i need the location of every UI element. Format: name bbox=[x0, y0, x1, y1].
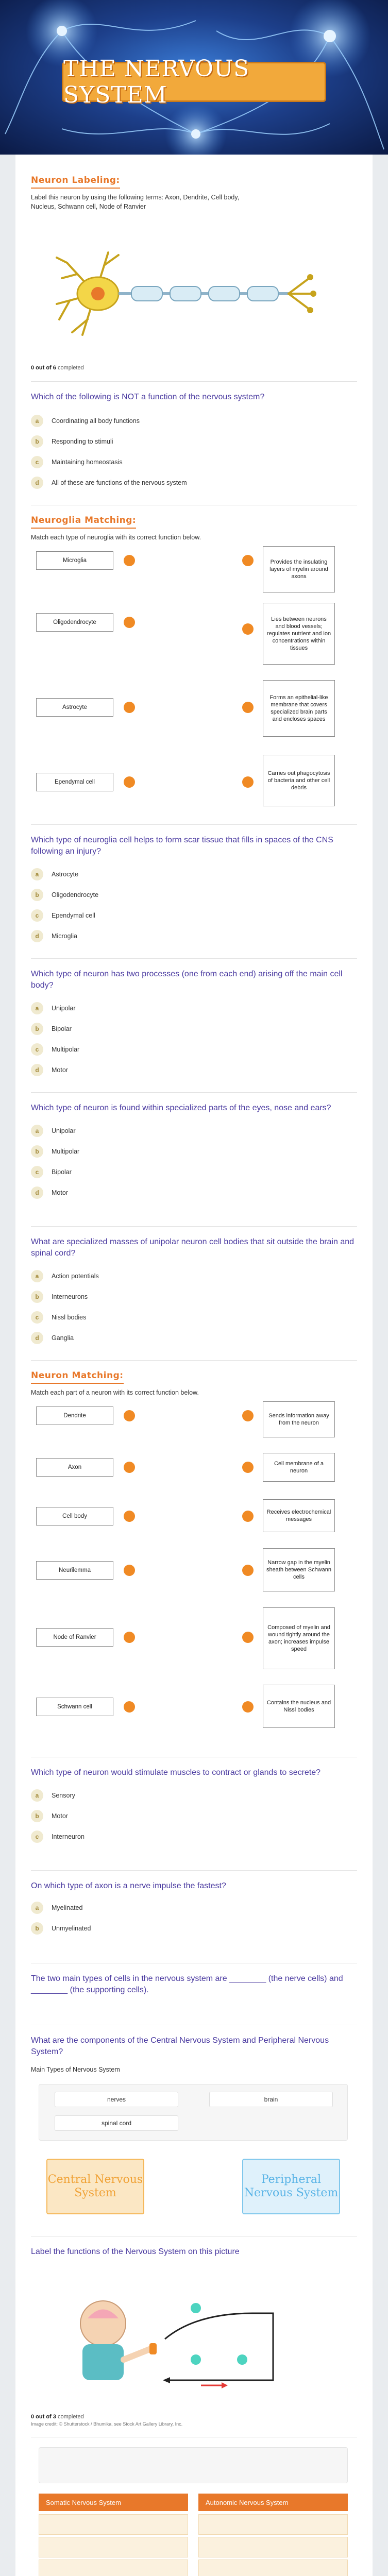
section-instructions: Main Types of Nervous System bbox=[31, 2066, 120, 2073]
option-letter: d bbox=[31, 1064, 43, 1076]
sort-chip-tray bbox=[39, 2447, 348, 2483]
worksheet-sheet bbox=[15, 155, 373, 2576]
option-text: Ganglia bbox=[52, 1334, 74, 1342]
neuron-matching-area bbox=[31, 1401, 357, 1793]
question-7 bbox=[31, 1880, 357, 1937]
option-text: Action potentials bbox=[52, 1273, 99, 1280]
match-right-dot[interactable] bbox=[242, 1511, 254, 1522]
match-description[interactable]: Forms an epithelial-like membrane that covers specialized brain parts and encloses spaces bbox=[263, 680, 335, 737]
match-description[interactable]: Carries out phagocytosis of bacteria and other cell debris bbox=[263, 755, 335, 806]
answer-option-d[interactable] bbox=[31, 1061, 357, 1079]
question-3 bbox=[31, 969, 357, 1079]
match-item-axon[interactable]: Axon bbox=[36, 1458, 113, 1477]
match-left-dot[interactable] bbox=[124, 776, 135, 788]
option-text: Oligodendrocyte bbox=[52, 891, 99, 899]
section-title: Neuron Matching: bbox=[31, 1370, 124, 1384]
sort-slot[interactable] bbox=[198, 2537, 348, 2557]
completed-count: 0 out of 6 bbox=[31, 365, 56, 371]
divider bbox=[31, 1870, 357, 1871]
match-item-dendrite[interactable]: Dendrite bbox=[36, 1406, 113, 1425]
divider bbox=[31, 958, 357, 959]
match-description[interactable]: Provides the insulating layers of myelin around axons bbox=[263, 546, 335, 592]
match-left-dot[interactable] bbox=[124, 1511, 135, 1522]
answer-option-c[interactable] bbox=[31, 1828, 357, 1845]
option-letter: b bbox=[31, 1023, 43, 1035]
match-description[interactable]: Narrow gap in the myelin sheath between Schwann cells bbox=[263, 1548, 335, 1591]
answer-option-b[interactable] bbox=[31, 1020, 357, 1038]
divider bbox=[31, 824, 357, 825]
option-text: Unmyelinated bbox=[52, 1925, 91, 1932]
option-letter: d bbox=[31, 930, 43, 942]
match-right-dot[interactable] bbox=[242, 776, 254, 788]
option-letter: c bbox=[31, 1166, 43, 1178]
question-text: Which type of neuron is found within specialized parts of the eyes, nose and ears? bbox=[31, 1104, 331, 1112]
option-text: Nissl bodies bbox=[52, 1314, 87, 1321]
drag-chip-spinal-cord[interactable]: spinal cord bbox=[55, 2115, 178, 2131]
option-letter: b bbox=[31, 1291, 43, 1303]
option-letter: d bbox=[31, 1332, 43, 1344]
option-letter: c bbox=[31, 1043, 43, 1056]
answer-option-a[interactable] bbox=[31, 1122, 357, 1140]
option-letter: a bbox=[31, 1002, 43, 1014]
match-left-dot[interactable] bbox=[124, 1410, 135, 1421]
option-text: Multipolar bbox=[52, 1046, 80, 1053]
answer-option-a[interactable] bbox=[31, 999, 357, 1017]
divider bbox=[31, 1092, 357, 1093]
option-text: Microglia bbox=[52, 933, 78, 940]
match-right-dot[interactable] bbox=[242, 1565, 254, 1576]
neuron-labeling-section bbox=[31, 175, 357, 211]
page-title: THE NERVOUS SYSTEM bbox=[63, 56, 250, 108]
sort-slot[interactable] bbox=[39, 2537, 188, 2557]
option-letter: b bbox=[31, 1810, 43, 1822]
option-text: Bipolar bbox=[52, 1025, 72, 1032]
option-text: Unipolar bbox=[52, 1005, 76, 1012]
question-1 bbox=[31, 392, 357, 492]
answer-option-b[interactable] bbox=[31, 1288, 357, 1306]
option-text: Bipolar bbox=[52, 1168, 72, 1176]
answer-option-d[interactable] bbox=[31, 1329, 357, 1347]
option-letter: a bbox=[31, 1125, 43, 1137]
sort-slot[interactable] bbox=[198, 2560, 348, 2576]
match-item-astrocyte[interactable]: Astrocyte bbox=[36, 698, 113, 717]
match-left-dot[interactable] bbox=[124, 1701, 135, 1713]
option-text: All of these are functions of the nervous system bbox=[52, 479, 187, 486]
match-item-cell-body[interactable]: Cell body bbox=[36, 1507, 113, 1526]
match-left-dot[interactable] bbox=[124, 1565, 135, 1576]
question-text: On which type of axon is a nerve impulse the fastest? bbox=[31, 1882, 226, 1890]
option-letter: c bbox=[31, 1831, 43, 1843]
divider bbox=[31, 1226, 357, 1227]
match-left-dot[interactable] bbox=[124, 1632, 135, 1643]
question-10 bbox=[31, 2246, 357, 2258]
match-left-dot[interactable] bbox=[124, 555, 135, 566]
divider bbox=[31, 1360, 357, 1361]
option-text: Myelinated bbox=[52, 1904, 83, 1911]
option-letter: b bbox=[31, 1922, 43, 1935]
option-letter: d bbox=[31, 1187, 43, 1199]
option-letter: d bbox=[31, 477, 43, 489]
match-left-dot[interactable] bbox=[124, 617, 135, 628]
question-text: Which type of neuron has two processes (one from each end) arising off the main cell body? bbox=[31, 970, 343, 990]
option-text: Maintaining homeostasis bbox=[52, 459, 123, 466]
question-text: Which type of neuroglia cell helps to form scar tissue that fills in spaces of the CNS following an injury? bbox=[31, 836, 333, 856]
sort-slot[interactable] bbox=[39, 2560, 188, 2576]
option-text: Coordinating all body functions bbox=[52, 417, 140, 425]
neuron-matching-section bbox=[31, 1370, 357, 1397]
question-6 bbox=[31, 1767, 357, 1845]
question-text: Which of the following is NOT a function of the nervous system? bbox=[31, 393, 265, 401]
option-text: Interneuron bbox=[52, 1833, 85, 1840]
option-letter: b bbox=[31, 1145, 43, 1158]
answer-option-b[interactable] bbox=[31, 433, 357, 450]
match-item-ependymal-cell[interactable]: Ependymal cell bbox=[36, 773, 113, 791]
question-5 bbox=[31, 1236, 357, 1347]
neuroglia-matching-section bbox=[31, 515, 357, 542]
option-letter: b bbox=[31, 435, 43, 448]
option-letter: c bbox=[31, 456, 43, 468]
divider bbox=[31, 381, 357, 382]
sort-header-somatic: Somatic Nervous System bbox=[39, 2494, 188, 2511]
match-description[interactable]: Composed of myelin and wound tightly around the axon; increases impulse speed bbox=[263, 1607, 335, 1669]
option-text: Astrocyte bbox=[52, 871, 79, 878]
drop-card-peripheral-nervous-system[interactable]: Peripheral Nervous System bbox=[242, 2159, 340, 2214]
question-text: The two main types of cells in the nervous system are ________ (the nerve cells) and ________ (the supporting cells). bbox=[31, 1974, 343, 1994]
match-right-dot[interactable] bbox=[242, 555, 254, 566]
nervous-system-function-diagram bbox=[46, 2282, 335, 2406]
answer-option-c[interactable] bbox=[31, 1041, 357, 1058]
answer-option-c[interactable] bbox=[31, 907, 357, 924]
answer-option-d[interactable] bbox=[31, 474, 357, 492]
answer-option-a[interactable] bbox=[31, 1267, 357, 1285]
option-text: Sensory bbox=[52, 1792, 75, 1799]
match-item-schwann-cell[interactable]: Schwann cell bbox=[36, 1698, 113, 1716]
option-text: Motor bbox=[52, 1189, 68, 1196]
answer-option-c[interactable] bbox=[31, 453, 357, 471]
neuron-labeling-progress bbox=[31, 365, 357, 371]
answer-option-b[interactable] bbox=[31, 1143, 357, 1160]
question-text: Which type of neuron would stimulate muscles to contract or glands to secrete? bbox=[31, 1768, 321, 1777]
answer-option-b[interactable] bbox=[31, 886, 357, 904]
question-2 bbox=[31, 835, 357, 945]
completed-suffix: completed bbox=[57, 365, 84, 371]
section-title: Neuroglia Matching: bbox=[31, 515, 136, 529]
section-title: Neuron Labeling: bbox=[31, 175, 120, 189]
option-letter: c bbox=[31, 909, 43, 922]
drop-card-central-nervous-system[interactable]: Central Nervous System bbox=[46, 2159, 144, 2214]
option-text: Ependymal cell bbox=[52, 912, 95, 919]
answer-option-d[interactable] bbox=[31, 1184, 357, 1201]
sort-header-autonomic: Autonomic Nervous System bbox=[198, 2494, 348, 2511]
match-description[interactable]: Cell membrane of a neuron bbox=[263, 1453, 335, 1482]
question-text: What are the components of the Central Nervous System and Peripheral Nervous System? bbox=[31, 2036, 329, 2056]
match-right-dot[interactable] bbox=[242, 702, 254, 713]
option-letter: a bbox=[31, 1270, 43, 1282]
option-letter: a bbox=[31, 1902, 43, 1914]
option-text: Motor bbox=[52, 1812, 68, 1820]
completed-suffix: completed bbox=[57, 2414, 84, 2420]
answer-option-c[interactable] bbox=[31, 1309, 357, 1326]
match-right-dot[interactable] bbox=[242, 1462, 254, 1473]
option-text: Responding to stimuli bbox=[52, 438, 113, 445]
sort-slot[interactable] bbox=[198, 2514, 348, 2535]
match-right-dot[interactable] bbox=[242, 623, 254, 635]
sort-slot[interactable] bbox=[39, 2514, 188, 2535]
match-item-neurilemma[interactable]: Neurilemma bbox=[36, 1561, 113, 1580]
match-description[interactable]: Contains the nucleus and Nissl bodies bbox=[263, 1685, 335, 1728]
option-letter: b bbox=[31, 889, 43, 901]
option-letter: a bbox=[31, 1789, 43, 1802]
section-instructions: Match each part of a neuron with its correct function below. bbox=[31, 1389, 199, 1396]
header-banner bbox=[0, 0, 388, 155]
answer-option-a[interactable] bbox=[31, 866, 357, 883]
match-right-dot[interactable] bbox=[242, 1632, 254, 1643]
match-item-microglia[interactable]: Microglia bbox=[36, 551, 113, 570]
completed-count: 0 out of 3 bbox=[31, 2414, 56, 2420]
question-8 bbox=[31, 1973, 357, 1996]
option-letter: c bbox=[31, 1311, 43, 1324]
question-4 bbox=[31, 1103, 357, 1201]
image-credit: Image credit: © Shutterstock / Bhumika, see Stock Art Gallery Library, Inc. bbox=[31, 2421, 183, 2427]
match-right-dot[interactable] bbox=[242, 1410, 254, 1421]
neuron-diagram bbox=[46, 242, 335, 345]
answer-option-d[interactable] bbox=[31, 927, 357, 945]
neuroglia-matching-area bbox=[31, 546, 357, 876]
option-text: Multipolar bbox=[52, 1148, 80, 1155]
match-left-dot[interactable] bbox=[124, 702, 135, 713]
option-text: Interneurons bbox=[52, 1293, 88, 1300]
answer-option-c[interactable] bbox=[31, 1163, 357, 1181]
match-item-oligodendrocyte[interactable]: Oligodendrocyte bbox=[36, 613, 113, 632]
option-text: Unipolar bbox=[52, 1127, 76, 1134]
section-instructions: Match each type of neuroglia with its correct function below. bbox=[31, 534, 201, 541]
drag-chip-nerves[interactable]: nerves bbox=[55, 2092, 178, 2107]
question-9 bbox=[31, 2035, 357, 2074]
match-right-dot[interactable] bbox=[242, 1701, 254, 1713]
answer-option-a[interactable] bbox=[31, 1899, 357, 1917]
answer-option-a[interactable] bbox=[31, 412, 357, 430]
option-letter: a bbox=[31, 415, 43, 427]
match-description[interactable]: Sends information away from the neuron bbox=[263, 1401, 335, 1437]
answer-option-a[interactable] bbox=[31, 1787, 357, 1804]
option-text: Motor bbox=[52, 1066, 68, 1074]
match-description[interactable]: Lies between neurons and blood vessels; regulates nutrient and ion concentrations within tissues bbox=[263, 603, 335, 665]
diagram-progress bbox=[31, 2414, 357, 2420]
match-left-dot[interactable] bbox=[124, 1462, 135, 1473]
option-letter: a bbox=[31, 868, 43, 880]
page-title-box bbox=[62, 56, 326, 108]
drag-chip-tray bbox=[39, 2084, 348, 2141]
question-text: Label the functions of the Nervous System on this picture bbox=[31, 2247, 240, 2256]
answer-option-b[interactable] bbox=[31, 1920, 357, 1937]
drag-chip-brain[interactable]: brain bbox=[209, 2092, 333, 2107]
match-item-node-of-ranvier[interactable]: Node of Ranvier bbox=[36, 1628, 113, 1647]
match-description[interactable]: Receives electrochemical messages bbox=[263, 1499, 335, 1532]
question-text: What are specialized masses of unipolar neuron cell bodies that sit outside the brain and spinal cord? bbox=[31, 1238, 355, 1258]
section-instructions: Label this neuron by using the following terms: Axon, Dendrite, Cell body, Nucleus, Schwann cell, Node of Ranvier bbox=[31, 194, 240, 210]
answer-option-b[interactable] bbox=[31, 1807, 357, 1825]
